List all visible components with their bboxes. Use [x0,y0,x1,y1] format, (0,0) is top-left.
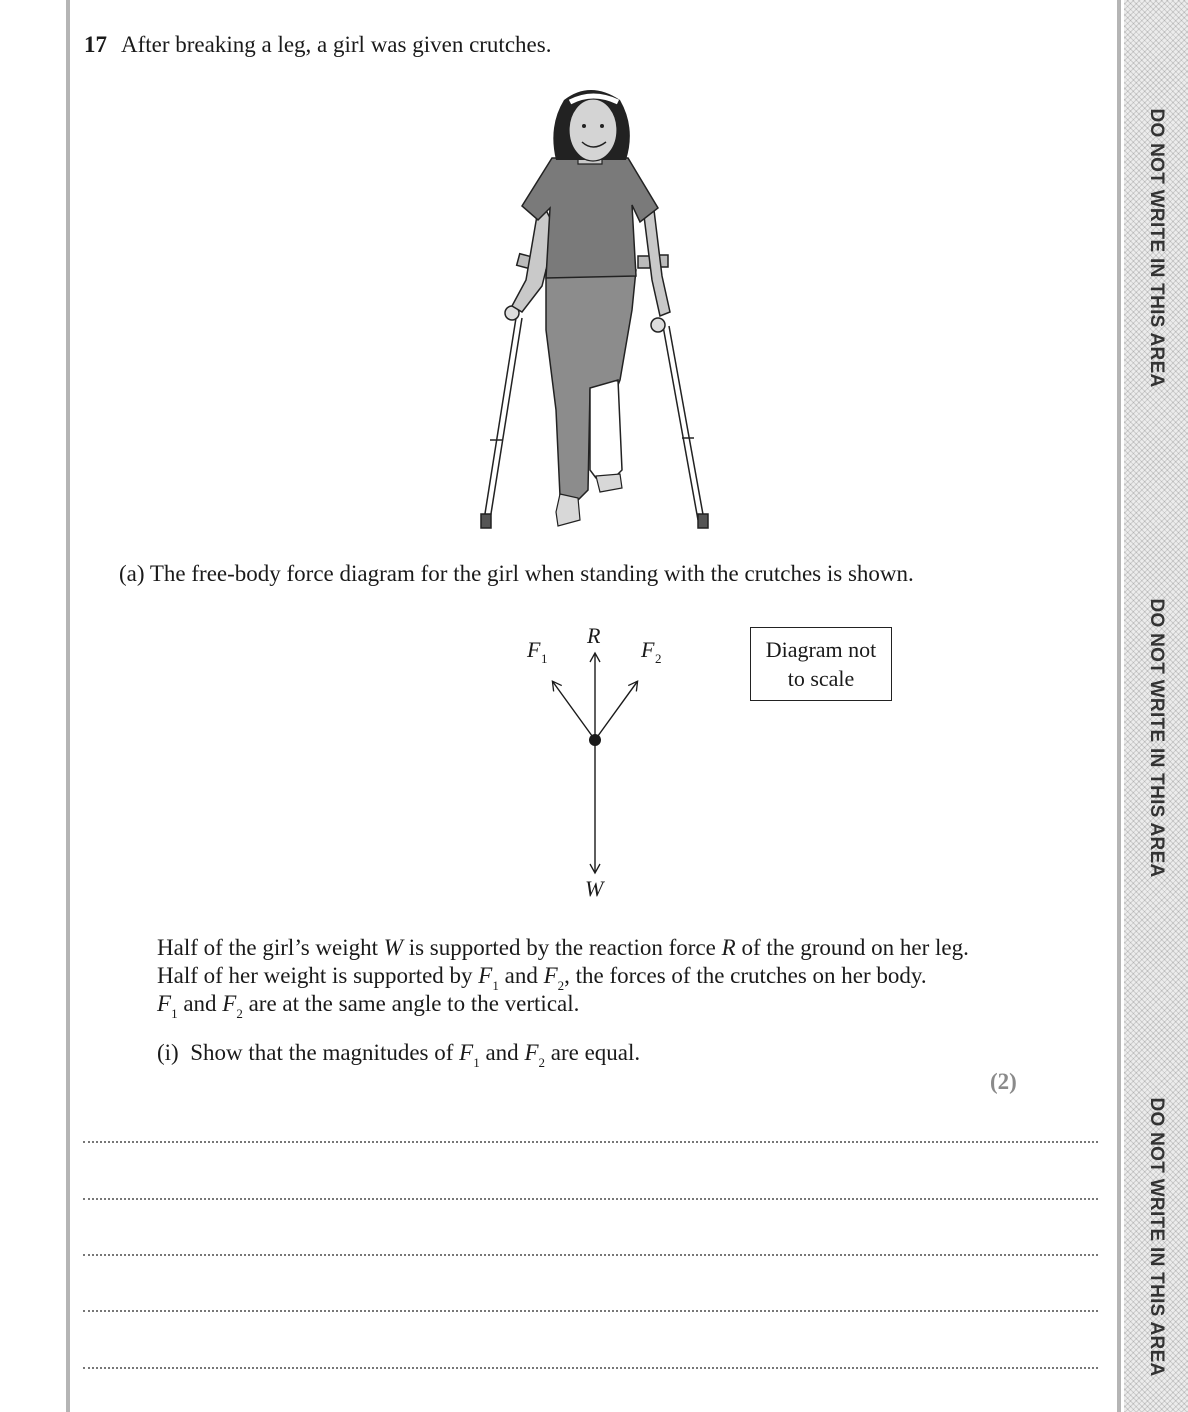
force-arrow-F1 [553,682,595,740]
answer-line[interactable] [83,1367,1098,1369]
left-crutch [481,254,551,528]
answer-line[interactable] [83,1198,1098,1200]
label-W: W [585,876,604,901]
force-arrow-F2 [595,682,637,740]
label-F1: F [527,637,541,662]
answer-line[interactable] [83,1141,1098,1143]
answer-line[interactable] [83,1310,1098,1312]
paragraph-line-3: $F_1$ and $F_2$ are at the same angle to the vertical. [157,991,580,1021]
part-a-intro: (a) The free-body force diagram for the girl when standing with the crutches is shown. [119,561,914,586]
free-body-diagram [500,620,700,910]
left-margin-rule [66,0,70,1412]
right-crutch [638,255,708,528]
right-margin-rule [1117,0,1121,1412]
girl-with-crutches-illustration [460,80,730,540]
diagram-not-to-scale-box: Diagram not to scale [750,627,892,701]
paragraph-line-1: Half of the girl’s weight W is supported by the reaction force R of the ground on her leg. [157,935,969,960]
question-number: 17 [84,32,107,57]
answer-line[interactable] [83,1254,1098,1256]
marks-indicator: (2) [990,1069,1017,1094]
paragraph-line-2: Half of her weight is supported by $F_1$ and $F_2$, the forces of the crutches on her body. [157,963,927,993]
question-stem: After breaking a leg, a girl was given crutches. [121,32,552,57]
label-F2: F [641,637,655,662]
body-point [589,734,601,746]
label-F1-subscript: 1 [541,651,548,666]
label-R: R [587,623,601,648]
part-i-question: (i) Show that the magnitudes of $F_1$ and $F_2$ are equal. [157,1040,641,1070]
label-F2-subscript: 2 [655,651,662,666]
